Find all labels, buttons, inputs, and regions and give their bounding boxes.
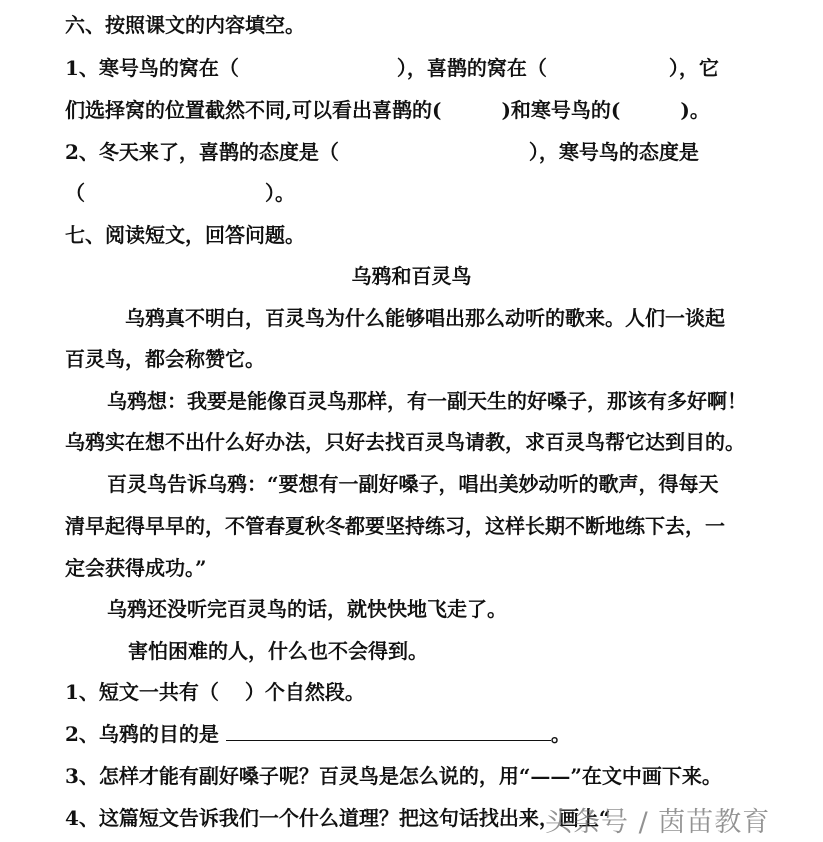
paragraph-1-line2: 百灵鸟，都会称赞它。: [65, 347, 265, 371]
story-title: 乌鸦和百灵鸟: [351, 264, 472, 288]
answer-underline[interactable]: [226, 722, 551, 741]
paragraph-3-line1: 百灵鸟告诉乌鸦：“要想有一副好嗓子，唱出美妙动听的歌声，得每天: [107, 472, 719, 496]
text: 1、短文一共有（: [65, 680, 219, 704]
question-6-2-line2: [65, 181, 295, 205]
text: ），它: [668, 56, 719, 80]
paragraph-3-line3: 定会获得成功。”: [65, 556, 207, 580]
text: ），喜鹊的窝在（: [396, 56, 547, 80]
text: ）。: [265, 181, 295, 205]
text: 2、冬天来了，喜鹊的态度是（: [65, 140, 339, 164]
text: 。: [550, 722, 571, 746]
section-6-title: 六、按照课文的内容填空。: [65, 13, 305, 37]
watermark: 头条号 / 茵苗教育: [545, 807, 771, 838]
text: （: [65, 181, 85, 205]
paragraph-2-line1: 乌鸦想：我要是能像百灵鸟那样，有一副天生的好嗓子，那该有多好啊！: [107, 389, 747, 413]
question-7-2: [65, 722, 571, 746]
paragraph-1-line1: 乌鸦真不明白，百灵鸟为什么能够唱出那么动听的歌来。人们一谈起: [125, 306, 725, 330]
paragraph-4: 乌鸦还没听完百灵鸟的话，就快快地飞走了。: [107, 597, 507, 621]
question-7-4: 4、这篇短文告诉我们一个什么道理？把这句话找出来，画上“: [65, 806, 611, 830]
text: 们选择窝的位置截然不同,可以看出喜鹊的(: [65, 98, 442, 122]
section-7-title: 七、阅读短文，回答问题。: [65, 223, 305, 247]
question-6-1-line1: [65, 56, 719, 80]
text: ）个自然段。: [244, 680, 365, 704]
paragraph-5: 害怕困难的人，什么也不会得到。: [128, 639, 428, 663]
question-7-3: 3、怎样才能有副好嗓子呢？百灵鸟是怎么说的，用“——”在文中画下来。: [65, 764, 722, 788]
question-7-1: [65, 680, 365, 704]
text: )和寒号鸟的(: [501, 98, 621, 122]
paragraph-3-line2: 清早起得早早的，不管春夏秋冬都要坚持练习，这样长期不断地练下去，一: [65, 514, 725, 538]
question-6-2-line1: [65, 140, 699, 164]
paragraph-2-line2: 乌鸦实在想不出什么好办法，只好去找百灵鸟请教，求百灵鸟帮它达到目的。: [65, 430, 745, 454]
text: 2、乌鸦的目的是: [65, 722, 219, 746]
text: ），寒号鸟的态度是: [528, 140, 699, 164]
text: 1、寒号鸟的窝在（: [65, 56, 239, 80]
question-6-1-line2: [65, 98, 710, 122]
text: )。: [680, 98, 710, 122]
